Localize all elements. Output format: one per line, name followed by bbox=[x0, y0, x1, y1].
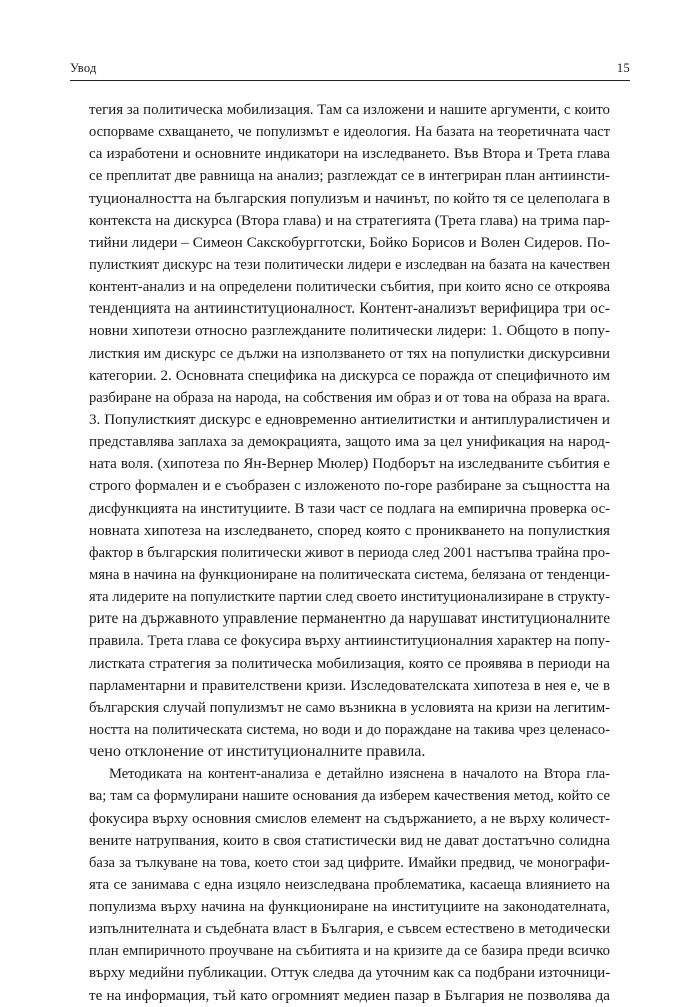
text-line: листкия им дискурс се дължи на използването от тях на популистки дискурсивни bbox=[89, 345, 610, 362]
text-line: се преплитат две равнища на анализ; разглеждат се в интегриран план антиинсти- bbox=[89, 168, 610, 185]
text-line: категории. 2. Основната специфика на дискурса се поражда от специфичното им bbox=[89, 367, 610, 384]
text-line: рите на държавното управление перманентно да нарушават институционалните bbox=[89, 610, 610, 628]
header-rule bbox=[70, 80, 630, 81]
text-line: изпълнителната и съдебната власт в България, е съвсем естествено в методически bbox=[89, 921, 611, 938]
body-text bbox=[89, 99, 610, 1007]
text-line: те на информация, тъй като огромният медиен пазар в България не позволява да bbox=[89, 987, 610, 1004]
text-line: фактор в българския политически живот в периода след 2001 настъпва трайна про- bbox=[89, 544, 610, 561]
text-line: са изработени и основните индикатори на изследването. Във Втора и Трета глава bbox=[89, 146, 610, 163]
text-line: тегия за политическа мобилизация. Там са изложени и нашите аргументи, с които bbox=[89, 102, 610, 118]
text-line: представлява заплаха за демокрацията, защото има за цел унификация на народ- bbox=[89, 434, 610, 451]
text-line: контент-анализ и на определени политически събития, при които ясно се откроява bbox=[89, 279, 610, 296]
text-line: вените натрупвания, които в своя статистически вид не дават достатъчно солидна bbox=[89, 832, 610, 849]
text-line: тийни лидери – Симеон Сакскобургготски, Бойко Борисов и Волен Сидеров. По- bbox=[89, 234, 610, 251]
text-line: чено отклонение от институционалните правила. bbox=[89, 743, 426, 761]
text-line: план емпиричното проучване на събитията и на кризите да се базира преди всичко bbox=[89, 943, 610, 960]
running-header bbox=[70, 61, 630, 77]
running-header-section-title: Увод bbox=[70, 61, 97, 75]
text-line: база за тълкуване на това, което стои зад цифрите. Имайки предвид, че монографи- bbox=[89, 854, 610, 871]
page-number: 15 bbox=[616, 61, 630, 75]
text-line: ва; там са формулирани нашите основания да изберем качествения метод, който се bbox=[89, 788, 610, 805]
paragraph bbox=[89, 763, 610, 1007]
text-line: 3. Популисткият дискурс е едновременно антиелитистки и антиплуралистичен и bbox=[89, 411, 610, 428]
text-line: фокусира върху основния смислов елемент на съдържанието, а не върху количест- bbox=[89, 810, 610, 827]
text-line: популизма върху начина на функциониране на институциите на законодателната, bbox=[89, 899, 610, 916]
text-line: строго формален и е съобразен с изложеното по-горе разбиране за същността на bbox=[89, 478, 610, 495]
text-line: ната воля. (хипотеза по Ян-Вернер Мюлер) Подборът на изследваните събития е bbox=[89, 456, 610, 473]
text-line: тенденцията на антиинституционалност. Контент-анализът верифицира три ос- bbox=[89, 300, 610, 318]
paragraph bbox=[89, 99, 610, 763]
text-line: ята се занимава с една изцяло неизследвана проблематика, касаеща влиянието на bbox=[89, 876, 610, 893]
text-line: Методиката на контент-анализа е детайлно изяснена в началото на Втора гла- bbox=[109, 766, 610, 783]
text-line: българския случай популизмът не само възникна в условията на кризи на легитим- bbox=[89, 699, 610, 716]
text-line: мяна в начина на функциониране на политическата система, белязана от тенденци- bbox=[89, 566, 610, 583]
text-line: ята лидерите на популистките партии след своето институционализиране в структу- bbox=[89, 589, 610, 606]
text-line: туционалността на българския популизъм и начинът, по който тя се целеполага в bbox=[89, 190, 610, 207]
text-line: правила. Трета глава се фокусира върху антиинституционалния характер на попу- bbox=[89, 633, 610, 650]
text-line: парламентарни и правителствени кризи. Изследователската хипотеза в нея е, че в bbox=[89, 677, 610, 694]
text-line: пулисткият дискурс на тези политически лидери е изследван на базата на качествен bbox=[89, 256, 610, 273]
text-line: дисфункцията на институциите. В тази част се подлага на емпирична проверка ос- bbox=[89, 500, 610, 517]
text-line: разбиране на образа на народа, на собствения им образ и от това на образа на врага. bbox=[89, 389, 610, 406]
text-line: новната хипотеза на изследването, според която с проникването на популисткия bbox=[89, 522, 610, 539]
text-line: оспорваме схващането, че популизмът е идеология. На базата на теоретичната част bbox=[89, 124, 610, 141]
text-line: новни хипотези относно разглежданите политически лидери: 1. Общото в попу- bbox=[89, 323, 610, 340]
text-line: контекста на дискурса (Втора глава) и на стратегията (Трета глава) на трима пар- bbox=[89, 212, 611, 229]
text-line: върху медийни публикации. Оттук следва да уточним как са подбрани източници- bbox=[89, 965, 611, 982]
text-line: листката стратегия за политическа мобилизация, която се проявява в периоди на bbox=[89, 655, 610, 672]
text-line: ността на политическата система, но води и до пораждане на такива чрез целенасо- bbox=[89, 721, 610, 738]
